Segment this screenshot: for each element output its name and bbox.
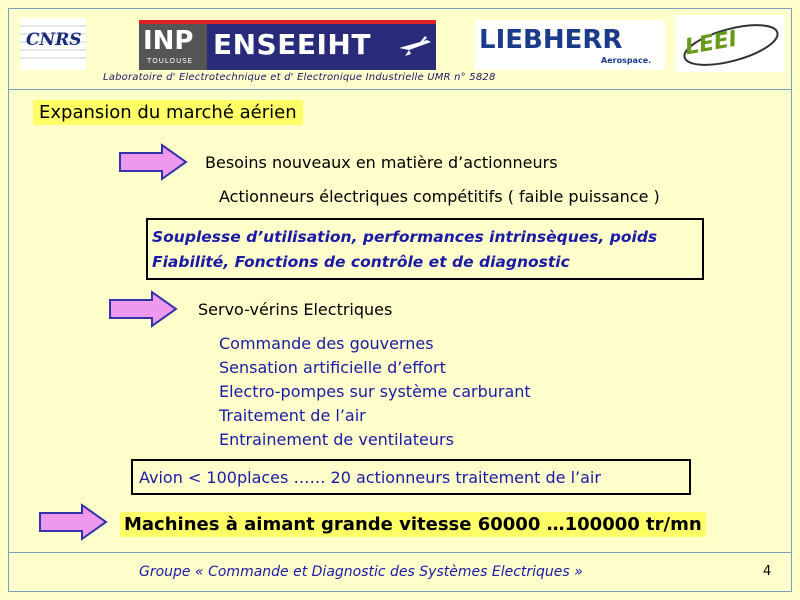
liebherr-logo-text: LIEBHERR bbox=[479, 25, 623, 55]
arrow-right-icon bbox=[38, 503, 108, 541]
inp-enseeiht-logo bbox=[139, 20, 436, 70]
arrow-right-icon bbox=[108, 290, 178, 328]
criteria-box bbox=[146, 218, 704, 280]
leei-logo-text: LEEI bbox=[683, 26, 740, 61]
page-number: 4 bbox=[763, 564, 772, 579]
application-item: Sensation artificielle d’effort bbox=[219, 358, 446, 377]
criteria-line-2: Fiabilité, Fonctions de contrôle et de diagnostic bbox=[152, 253, 570, 271]
footer-divider bbox=[8, 552, 792, 553]
enseeiht-logo-text: ENSEEIHT bbox=[213, 28, 371, 61]
point-servo-verins: Servo-vérins Electriques bbox=[198, 300, 393, 319]
application-item: Entrainement de ventilateurs bbox=[219, 430, 454, 449]
criteria-line-1: Souplesse d’utilisation, performances intrinsèques, poids bbox=[152, 228, 658, 246]
avion-box bbox=[131, 459, 691, 495]
footer-group: Groupe « Commande et Diagnostic des Systèmes Electriques » bbox=[139, 564, 583, 580]
point-actionneurs: Actionneurs électriques compétitifs ( faible puissance ) bbox=[219, 187, 660, 206]
conclusion-text: Machines à aimant grande vitesse 60000 …100000 tr/mn bbox=[120, 512, 706, 537]
cnrs-logo bbox=[20, 18, 86, 70]
arrow-right-icon bbox=[118, 143, 188, 181]
application-item: Electro-pompes sur système carburant bbox=[219, 382, 531, 401]
cnrs-logo-text: CNRS bbox=[26, 30, 82, 50]
point-besoins: Besoins nouveaux en matière d’actionneurs bbox=[205, 153, 558, 172]
liebherr-logo bbox=[475, 20, 665, 70]
header-divider bbox=[8, 89, 792, 90]
inp-logo-subtext: TOULOUSE bbox=[147, 57, 194, 65]
slide-title: Expansion du marché aérien bbox=[33, 100, 303, 125]
application-item: Commande des gouvernes bbox=[219, 334, 434, 353]
leei-logo bbox=[675, 15, 785, 72]
lab-name: Laboratoire d' Electrotechnique et d' Electronique Industrielle UMR n° 5828 bbox=[103, 72, 496, 83]
plane-icon bbox=[397, 34, 433, 58]
liebherr-logo-subtext: Aerospace. bbox=[601, 56, 652, 65]
application-item: Traitement de l’air bbox=[219, 406, 366, 425]
avion-text: Avion < 100places …… 20 actionneurs traitement de l’air bbox=[139, 468, 601, 487]
inp-logo-text: INP bbox=[143, 26, 194, 56]
